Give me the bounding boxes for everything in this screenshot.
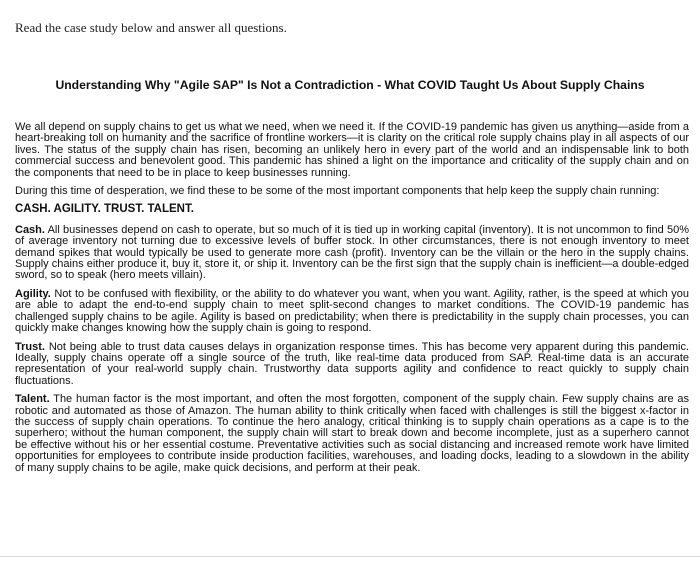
cash-lead: Cash. (15, 223, 45, 236)
bottom-divider (0, 556, 700, 557)
trust-paragraph (15, 342, 689, 388)
intro-paragraph: We all depend on supply chains to get us what we need, when we need it. If the COVID-19 pandemic has given us anything—aside from a heart-breaking toll on humanity and the sacrifice of frontline workers—it is clarity on the critical role supply chains play in all aspects of our lives. The status of the supply chain has risen, becoming an unlikely hero in every part of the world and an indispensable link to both commercial success and benevolent good. This pandemic has shined a light on the importance and criticality of the supply chain and on the components that need to be in place to keep businesses running. (15, 121, 689, 179)
talent-lead: Talent. (15, 393, 50, 406)
case-study-title: Understanding Why "Agile SAP" Is Not a Contradiction - What COVID Taught Us About Supply Chains (55, 78, 645, 92)
components-heading: CASH. AGILITY. TRUST. TALENT. (15, 203, 194, 216)
instruction-text: Read the case study below and answer all questions. (15, 20, 287, 35)
agility-text: Not to be confused with flexibility, or the ability to do whatever you want, when you want. Agility, rather, is the speed at which you are able to adapt the end-to-end supply chain to meet split-second changes to market conditions. The COVID-19 pandemic has challenged supply chains to be agile. Agility is based on predictability; when there is predictability in the supply chain processes, you can quickly make changes knowing how the supply chain is going to respond. (15, 287, 689, 335)
agility-lead: Agility. (15, 287, 51, 300)
trust-text: Not being able to trust data causes delays in organization response times. This has become very apparent during this pandemic. Ideally, supply chains operate off a single source of the truth, like real-time data produced from SAP. Real-time data is an accurate representation of your real-world supply chain. Trustworthy data supports agility and confidence to react quickly to supply chain fluctuations. (15, 340, 689, 387)
agility-paragraph (15, 289, 689, 335)
cash-paragraph (15, 225, 689, 282)
talent-text: The human factor is the most important, and often the most forgotten, component of the supply chain. Few supply chains are as robotic and automated as those of Amazon. The human ability to think critically when faced with challenges is still the biggest x-factor in the success of supply chain operations. To continue the hero analogy, critical thinking is to supply chain operations as a cape is to the superhero; without the human component, the supply chain will start to break down and become incomplete, just as a superhero cannot be effective without his or her essential costume. Preventative activities such as social distancing and increased remote work have limited opportunities for employees to contribute inside production facilities, warehouses, and loading docks, leading to a slowdown in the ability of many supply chains to be agile, make quick decisions, and perform at their peak. (15, 393, 689, 474)
desperation-paragraph: During this time of desperation, we find these to be some of the most important components that help keep the supply chain running: (15, 185, 660, 198)
case-study-body (15, 122, 689, 481)
cash-text: All businesses depend on cash to operate, but so much of it is tied up in working capital (inventory). It is not uncommon to find 50% of average inventory not turning due to excessive levels of buffer stock. In other circumstances, there is not enough inventory to meet demand spikes that would typically be used to generate more cash (profit). Inventory can be the villain or the hero in the supply chains. Supply chains either produce it, buy it, store it, or ship it. Inventory can be the first sign that the supply chain is inefficient—a double-edged sword, so to speak (hero meets villain). (15, 223, 689, 282)
trust-lead: Trust. (15, 340, 45, 353)
talent-paragraph (15, 394, 689, 474)
